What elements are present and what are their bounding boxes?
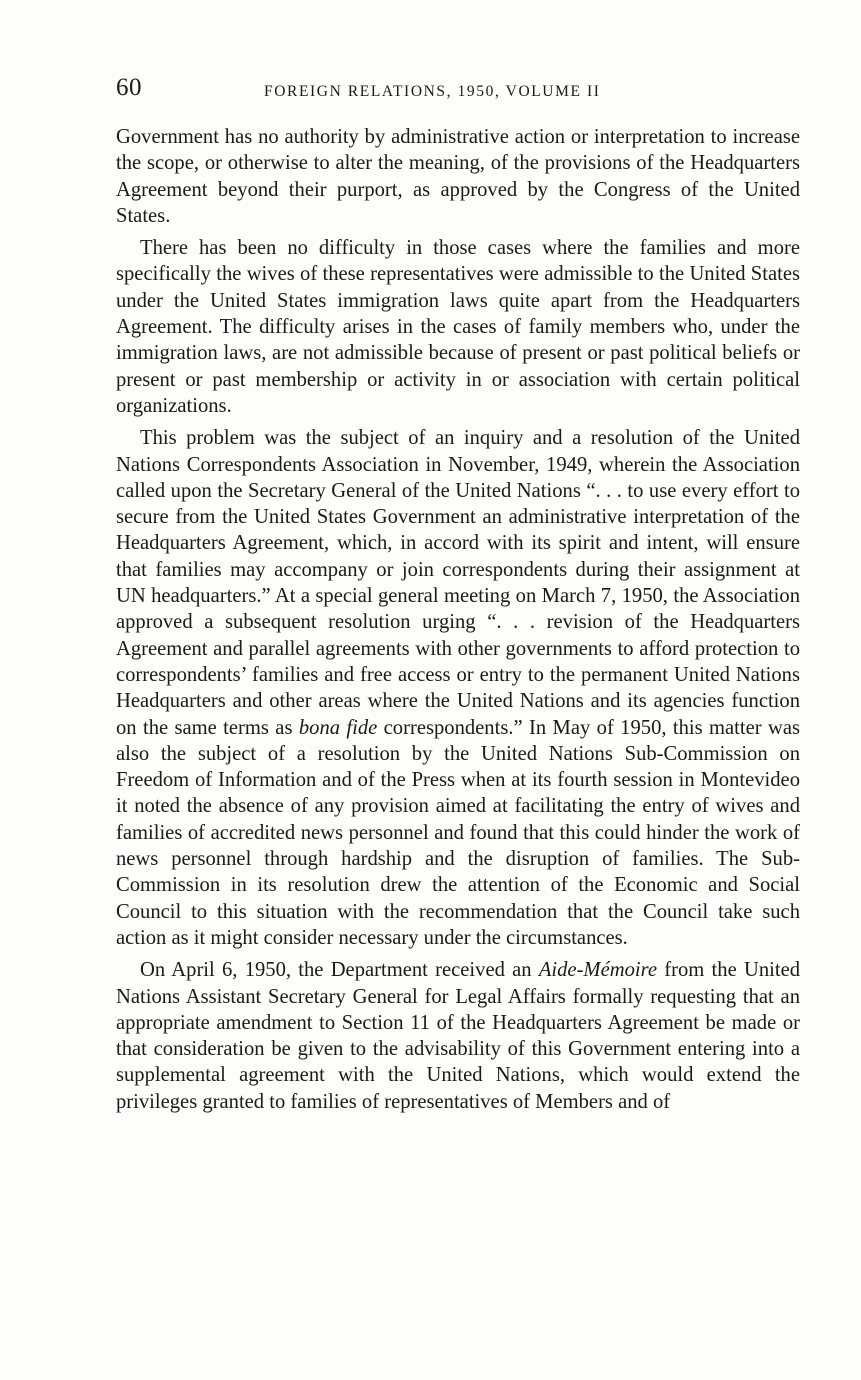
paragraph-4-text-a: On April 6, 1950, the Department received an — [140, 959, 539, 982]
page-header — [116, 74, 800, 106]
running-head: FOREIGN RELATIONS, 1950, VOLUME II — [264, 83, 601, 100]
paragraph-2-text: There has been no difficulty in those cases where the families and more specifically the wives of these representatives were admissible to the United States under the United States immigration laws quite apart from the Headquarters Agreement. The difficulty arises in the cases of family members who, under the immigration laws, are not admissible because of present or past political beliefs or present or past membership or activity in or association with certain political organizations. — [116, 237, 800, 417]
paragraph-2 — [116, 235, 800, 419]
paragraph-3-text-b: correspondents.” In May of 1950, this matter was also the subject of a resolution by the United Nations Sub-Commission on Freedom of Information and of the Press when at its fourth session in Montevideo it noted the absence of any provision aimed at facilitating the entry of wives and families of accredited news personnel and found that this could hinder the work of news personnel through hardship and the disruption of families. The Sub-Commission in its resolution drew the attention of the Economic and Social Council to this situation with the recommendation that the Council take such action as it might consider necessary under the circumstances. — [116, 716, 801, 949]
paragraph-3-text-a: This problem was the subject of an inquiry and a resolution of the United Nations Correspondents Association in November, 1949, wherein the Association called upon the Secretary General of the United Nations “. . . to use every effort to secure from the United States Government an administrative interpretation of the Headquarters Agreement, which, in accord with its spirit and intent, will ensure that families may accompany or join correspondents during their assignment at UN headquarters.” At a special general meeting on March 7, 1950, the Association approved a subsequent resolution urging “. . . revision of the Headquarters Agreement and parallel agreements with other governments to afford protection to correspondents’ families and free access or entry to the permanent United Nations Headquarters and other areas where the United Nations and its agencies function on the same terms as — [116, 427, 800, 739]
paragraph-1-text: Government has no authority by administrative action or interpretation to increase the scope, or otherwise to alter the meaning, of the provisions of the Headquarters Agreement beyond their purport, as approved by the Congress of the United States. — [116, 126, 800, 227]
paragraph-4-italic: Aide-Mémoire — [538, 959, 658, 982]
page-number: 60 — [116, 74, 142, 101]
paragraph-3 — [116, 425, 800, 951]
paragraph-4 — [116, 957, 800, 1115]
paragraph-3-italic: bona fide — [298, 716, 378, 739]
paragraph-1 — [116, 124, 800, 229]
body-text — [116, 124, 800, 1115]
paragraph-4-text-b: from the United Nations Assistant Secretary General for Legal Affairs formally requesting that an appropriate amendment to Section 11 of the Headquarters Agreement be made or that consideration be given to the advisability of this Government entering into a supplemental agreement with the United Nations, which would extend the privileges granted to families of representatives of Members and of — [116, 959, 801, 1113]
